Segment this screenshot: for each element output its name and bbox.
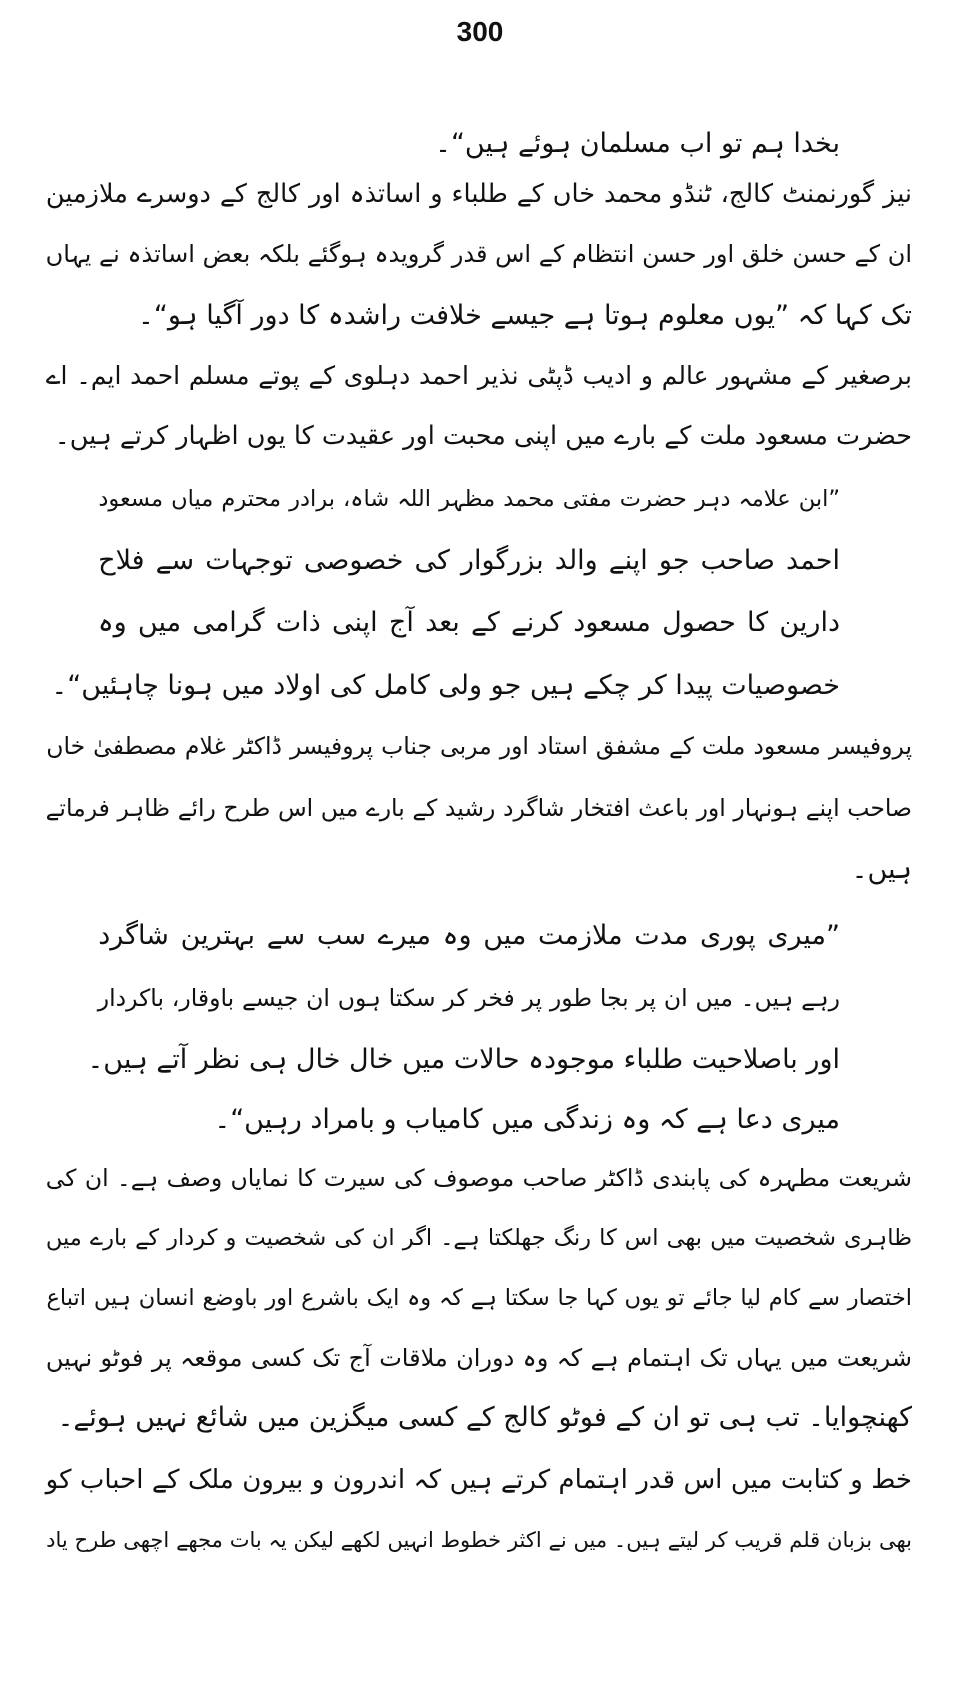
text-line: خصوصیات پیدا کر چکے ہیں جو ولی کامل کی اولاد میں ہونا چاہئیں“۔ [51,670,840,701]
text-line: خط و کتابت میں اس قدر اہتمام کرتے ہیں کہ اندرون و بیرون ملک کے احباب کو [45,1465,912,1495]
text-line: بھی بزبان قلم قریب کر لیتے ہیں۔ میں نے اکثر خطوط انہیں لکھے لیکن یہ بات مجھے اچھی طرح یاد [46,1528,912,1552]
text-line: ظاہری شخصیت میں بھی اس کا رنگ جھلکتا ہے۔ اگر ان کی شخصیت و کردار کے بارے میں [45,1225,912,1251]
text-line: صاحب اپنے ہونہار اور باعث افتخار شاگرد رشید کے بارے میں اس طرح رائے ظاہر فرماتے [45,794,912,822]
text-line: ہیں۔ [851,854,912,885]
text-line: احمد صاحب جو اپنے والد بزرگوار کی خصوصی توجہات سے فلاح [98,545,840,576]
text-line: نیز گورنمنٹ کالج، ٹنڈو محمد خاں کے طلباء و اساتذہ اور کالج کے دوسرے ملازمین [45,179,912,209]
text-line: بخدا ہم تو اب مسلمان ہوئے ہیں“۔ [435,128,840,159]
text-line: کھنچوایا۔ تب ہی تو ان کے فوٹو کالج کے کسی میگزین میں شائع نہیں ہوئے۔ [57,1402,912,1433]
text-line: شریعت میں یہاں تک اہتمام ہے کہ وہ دوران ملاقات آج تک کسی موقعہ پر فوٹو نہیں [45,1344,912,1372]
text-line: رہے ہیں۔ میں ان پر بجا طور پر فخر کر سکتا ہوں ان جیسے باوقار، باکردار [97,984,840,1012]
text-line: ”میری پوری مدت ملازمت میں وہ میرے سب سے بہترین شاگرد [98,920,840,951]
text-line: ”ابن علامہ دہر حضرت مفتی محمد مظہر اللہ شاہ، برادر محترم میاں مسعود [98,486,840,512]
text-line: اختصار سے کام لیا جائے تو یوں کہا جا سکتا ہے کہ وہ ایک باشرع اور باوضع انسان ہیں اتباع [46,1285,912,1311]
text-line: تک کہا کہ ”یوں معلوم ہوتا ہے جیسے خلافت راشدہ کا دور آگیا ہو“۔ [138,300,912,331]
text-line: برصغیر کے مشہور عالم و ادیب ڈپٹی نذیر احمد دہلوی کے پوتے مسلم احمد ایم۔ اے [45,361,912,390]
text-line: شریعت مطہرہ کی پابندی ڈاکٹر صاحب موصوف کی سیرت کا نمایاں وصف ہے۔ ان کی [45,1164,912,1192]
text-line: اور باصلاحیت طلباء موجودہ حالات میں خال خال ہی نظر آتے ہیں۔ [87,1044,840,1075]
text-line: حضرت مسعود ملت کے بارے میں اپنی محبت اور عقیدت کا یوں اظہار کرتے ہیں۔ [54,421,912,451]
text-line: ان کے حسن خلق اور حسن انتظام کے اس قدر گرویدہ ہوگئے بلکہ بعض اساتذہ نے یہاں [45,240,912,268]
text-line: دارین کا حصول مسعود کرنے کے بعد آج اپنی ذات گرامی میں وہ [97,607,840,638]
text-line: پروفیسر مسعود ملت کے مشفق استاد اور مربی جناب پروفیسر ڈاکٹر غلام مصطفیٰ خاں [46,732,912,760]
page-number: 300 [456,16,504,47]
text-line: میری دعا ہے کہ وہ زندگی میں کامیاب و بامراد رہیں“۔ [214,1104,840,1135]
